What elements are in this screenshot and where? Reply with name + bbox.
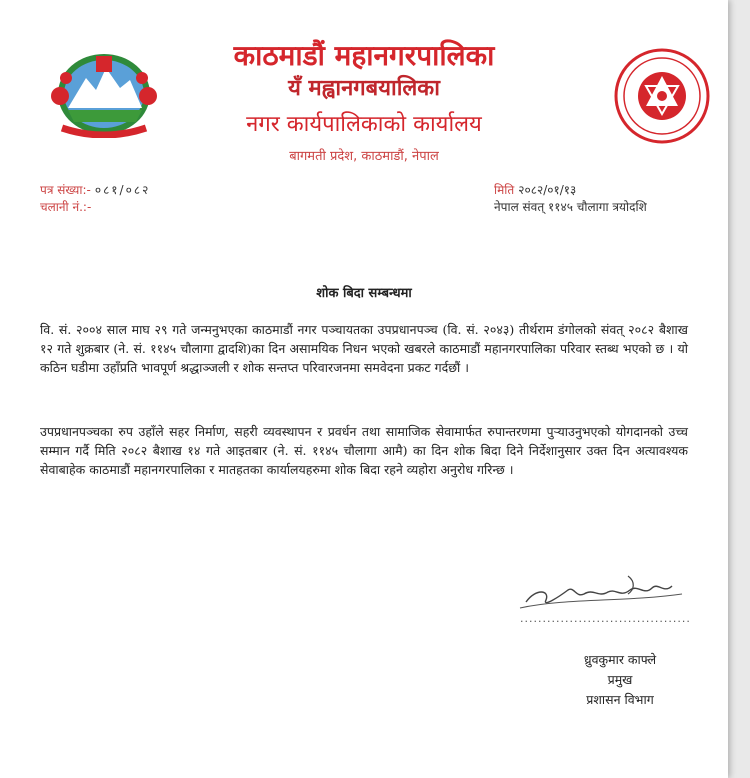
nepal-sambat-date: नेपाल संवत् ११४५ चौलागा त्रयोदशि: [494, 200, 647, 214]
signature-icon: [516, 568, 686, 618]
date-block: [494, 182, 647, 216]
letter-number-value: ०८१/०८२: [94, 183, 151, 197]
signer-block: [560, 650, 680, 710]
dispatch-number-label: चलानी नं.:-: [40, 200, 92, 214]
office-title: नगर कार्यपालिकाको कार्यालय: [246, 112, 482, 137]
letter-number: [40, 182, 150, 199]
signer-title: प्रमुख: [607, 672, 633, 687]
date-line: [494, 182, 647, 199]
letter-subject: शोक बिदा सम्बन्धमा: [316, 286, 412, 301]
body-paragraph-2: उपप्रधानपञ्चका रुप उहाँले सहर निर्माण, सहरी व्यवस्थापन र प्रवर्धन तथा सामाजिक सेवामार्फत रुपान्तरणमा पुऱ्याउनुभएको योगदानको उच्च सम्मान गर्दै मिति २०८२ बैशाख १४ गते आइतबार (ने. सं. ११४५ चौलागा आमै) का दिन शोक बिदा दिने निर्देशानुसार उक्त दिन अत्यावश्यक सेवाबाहेक काठमाडौं महानगरपालिका र मातहतका कार्यालयहरुमा शोक बिदा रहने व्यहोरा अनुरोध गरिन्छ ।: [40, 424, 688, 477]
signer-department: प्रशासन विभाग: [586, 692, 654, 707]
date-label: मिति: [494, 183, 515, 197]
office-address: बागमती प्रदेश, काठमाडौं, नेपाल: [289, 149, 439, 164]
letter-number-label: पत्र संख्या:-: [40, 183, 91, 197]
signer-name: ध्रुवकुमार काफ्ले: [583, 652, 657, 667]
date-value: २०८२/०१/१३: [518, 183, 577, 197]
org-title: काठमाडौं महानगरपालिका: [233, 39, 495, 72]
reference-block: [40, 182, 150, 216]
org-title-newari: यँ मह्वानगबयालिका: [288, 76, 440, 101]
body-paragraph-1: वि. सं. २००४ साल माघ २९ गते जन्मनुभएका काठमाडौं नगर पञ्चायतका उपप्रधानपञ्च (वि. सं. २०४३) तीर्थराम डंगोलको संवत् २०८२ बैशाख १२ गते शुक्रबार (ने. सं. ११४५ चौलागा द्वादशि)का दिन असामयिक निधन भएको खबरले काठमाडौं महानगरपालिका परिवार स्तब्ध भएको छ । यो कठिन घडीमा उहाँप्रति भावपूर्ण श्रद्धाञ्जली र शोक सन्तप्त परिवारजनमा समवेदना प्रकट गर्दछौं ।: [40, 322, 688, 375]
signature-line: ......................................: [520, 612, 691, 625]
dispatch-number: [40, 199, 150, 216]
